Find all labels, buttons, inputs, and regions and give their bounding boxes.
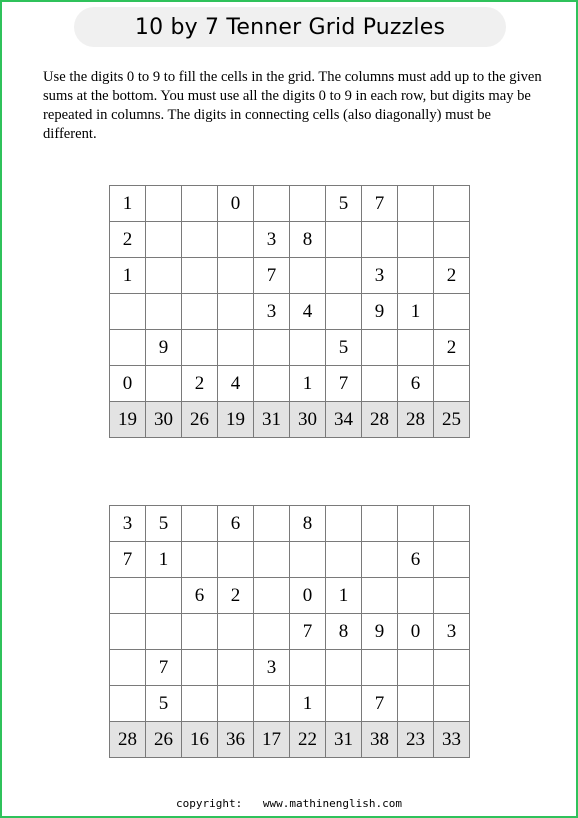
grid-cell[interactable] [290, 650, 326, 686]
grid-cell[interactable] [362, 330, 398, 366]
grid-cell[interactable] [398, 650, 434, 686]
grid-cell[interactable] [434, 650, 470, 686]
column-sum-cell: 28 [362, 402, 398, 438]
grid-cell[interactable] [362, 578, 398, 614]
grid-cell[interactable] [182, 614, 218, 650]
grid-cell[interactable] [110, 686, 146, 722]
column-sum-cell: 30 [290, 402, 326, 438]
grid-cell[interactable] [290, 258, 326, 294]
grid-cell[interactable]: 7 [146, 650, 182, 686]
column-sum-cell: 16 [182, 722, 218, 758]
grid-cell[interactable] [182, 258, 218, 294]
grid-cell[interactable] [362, 222, 398, 258]
grid-cell[interactable] [434, 542, 470, 578]
grid-cell[interactable] [182, 186, 218, 222]
column-sum-cell: 31 [326, 722, 362, 758]
grid-cell[interactable] [254, 330, 290, 366]
grid-cell[interactable] [110, 294, 146, 330]
grid-cell[interactable] [434, 366, 470, 402]
grid-cell[interactable]: 4 [290, 294, 326, 330]
grid-cell[interactable] [218, 330, 254, 366]
grid-cell[interactable] [290, 542, 326, 578]
grid-cell[interactable]: 8 [326, 614, 362, 650]
grid-cell[interactable] [182, 222, 218, 258]
column-sums-row [110, 402, 470, 438]
grid-cell[interactable] [398, 506, 434, 542]
grid-cell[interactable] [254, 686, 290, 722]
grid-row [110, 186, 470, 222]
column-sum-cell: 28 [398, 402, 434, 438]
grid-cell[interactable]: 9 [362, 614, 398, 650]
grid-cell[interactable]: 4 [218, 366, 254, 402]
grid-cell[interactable]: 7 [254, 258, 290, 294]
column-sum-cell: 26 [182, 402, 218, 438]
grid-cell[interactable] [398, 258, 434, 294]
grid-cell[interactable] [254, 614, 290, 650]
grid-cell[interactable] [146, 366, 182, 402]
page-title: 10 by 7 Tenner Grid Puzzles [134, 14, 446, 40]
grid-cell[interactable] [254, 186, 290, 222]
grid-cell[interactable]: 6 [398, 366, 434, 402]
grid-cell[interactable]: 3 [254, 294, 290, 330]
grid-row [110, 366, 470, 402]
grid-cell[interactable] [146, 186, 182, 222]
grid-cell[interactable]: 6 [182, 578, 218, 614]
grid-cell[interactable] [110, 614, 146, 650]
grid-cell[interactable] [362, 542, 398, 578]
grid-row [110, 650, 470, 686]
grid-cell[interactable] [398, 686, 434, 722]
grid-cell[interactable] [218, 258, 254, 294]
grid-cell[interactable]: 5 [326, 186, 362, 222]
grid-cell[interactable]: 7 [290, 614, 326, 650]
grid-cell[interactable]: 3 [254, 222, 290, 258]
tenner-grid-1 [109, 185, 470, 438]
column-sum-cell: 26 [146, 722, 182, 758]
grid-cell[interactable] [290, 186, 326, 222]
title-banner [74, 7, 506, 47]
grid-cell[interactable]: 2 [434, 330, 470, 366]
grid-cell[interactable]: 1 [146, 542, 182, 578]
grid-cell[interactable]: 1 [290, 366, 326, 402]
grid-cell[interactable]: 9 [146, 330, 182, 366]
grid-cell[interactable] [434, 186, 470, 222]
grid-row [110, 542, 470, 578]
footer [0, 797, 578, 810]
grid-cell[interactable]: 3 [434, 614, 470, 650]
grid-cell[interactable] [146, 258, 182, 294]
grid-cell[interactable] [182, 330, 218, 366]
grid-cell[interactable] [182, 506, 218, 542]
column-sum-cell: 33 [434, 722, 470, 758]
grid-cell[interactable] [398, 330, 434, 366]
column-sum-cell: 30 [146, 402, 182, 438]
grid-cell[interactable]: 8 [290, 506, 326, 542]
grid-cell[interactable] [326, 650, 362, 686]
column-sum-cell: 23 [398, 722, 434, 758]
grid-cell[interactable] [182, 542, 218, 578]
grid-cell[interactable]: 6 [218, 506, 254, 542]
column-sum-cell: 22 [290, 722, 326, 758]
grid-cell[interactable] [434, 222, 470, 258]
column-sums-row [110, 722, 470, 758]
grid-cell[interactable] [326, 222, 362, 258]
grid-cell[interactable] [362, 650, 398, 686]
grid-cell[interactable] [398, 186, 434, 222]
column-sum-cell: 38 [362, 722, 398, 758]
grid-cell[interactable]: 1 [398, 294, 434, 330]
grid-cell[interactable]: 1 [326, 578, 362, 614]
instructions-text: Use the digits 0 to 9 to fill the cells in the grid. The columns must add up to the given sums at the bottom. You must use all the digits 0 to 9 in each row, but digits may be repeated in columns. The digits in connecting cells (also diagonally) must be different. [43, 69, 542, 142]
grid-cell[interactable] [110, 650, 146, 686]
grid-cell[interactable]: 7 [362, 686, 398, 722]
grid-row [110, 258, 470, 294]
grid-cell[interactable] [182, 294, 218, 330]
grid-cell[interactable]: 7 [326, 366, 362, 402]
tenner-grid-2 [109, 505, 470, 758]
grid-cell[interactable]: 1 [110, 186, 146, 222]
grid-cell[interactable]: 3 [254, 650, 290, 686]
grid-cell[interactable]: 5 [326, 330, 362, 366]
grid-cell[interactable] [110, 578, 146, 614]
grid-cell[interactable] [218, 542, 254, 578]
grid-row [110, 686, 470, 722]
grid-cell[interactable] [218, 650, 254, 686]
grid-row [110, 578, 470, 614]
grid-row [110, 614, 470, 650]
grid-row [110, 506, 470, 542]
grid-cell[interactable] [110, 330, 146, 366]
grid-cell[interactable] [146, 294, 182, 330]
grid-cell[interactable]: 2 [110, 222, 146, 258]
column-sum-cell: 17 [254, 722, 290, 758]
grid-cell[interactable] [326, 506, 362, 542]
grid-cell[interactable]: 0 [290, 578, 326, 614]
grid-cell[interactable] [398, 578, 434, 614]
grid-cell[interactable] [146, 222, 182, 258]
grid-row [110, 330, 470, 366]
column-sum-cell: 19 [218, 402, 254, 438]
copyright-label: copyright: [176, 797, 243, 810]
grid-cell[interactable] [398, 222, 434, 258]
grid-cell[interactable] [218, 222, 254, 258]
grid-cell[interactable] [254, 506, 290, 542]
grid-cell[interactable]: 1 [290, 686, 326, 722]
grid-cell[interactable]: 1 [110, 258, 146, 294]
grid-cell[interactable]: 5 [146, 686, 182, 722]
grid-cell[interactable] [326, 294, 362, 330]
grid-cell[interactable]: 6 [398, 542, 434, 578]
grid-cell[interactable] [146, 614, 182, 650]
grid-cell[interactable] [254, 542, 290, 578]
grid-cell[interactable] [326, 258, 362, 294]
grid-cell[interactable]: 7 [362, 186, 398, 222]
grid-cell[interactable]: 2 [434, 258, 470, 294]
grid-cell[interactable]: 9 [362, 294, 398, 330]
column-sum-cell: 34 [326, 402, 362, 438]
grid-cell[interactable] [218, 294, 254, 330]
grid-cell[interactable] [254, 578, 290, 614]
grid-cell[interactable] [434, 578, 470, 614]
grid-row [110, 294, 470, 330]
grid-cell[interactable] [434, 294, 470, 330]
grid-cell[interactable]: 2 [218, 578, 254, 614]
grid-cell[interactable]: 8 [290, 222, 326, 258]
grid-cell[interactable] [326, 542, 362, 578]
grid-cell[interactable] [146, 578, 182, 614]
grid-cell[interactable] [290, 330, 326, 366]
grid-cell[interactable] [182, 650, 218, 686]
grid-cell[interactable]: 7 [110, 542, 146, 578]
column-sum-cell: 25 [434, 402, 470, 438]
column-sum-cell: 19 [110, 402, 146, 438]
grid-cell[interactable] [434, 686, 470, 722]
grid-cell[interactable]: 0 [398, 614, 434, 650]
grid-cell[interactable] [218, 686, 254, 722]
column-sum-cell: 31 [254, 402, 290, 438]
grid-cell[interactable]: 0 [110, 366, 146, 402]
grid-cell[interactable]: 0 [218, 186, 254, 222]
grid-cell[interactable] [182, 686, 218, 722]
grid-cell[interactable] [218, 614, 254, 650]
grid-cell[interactable]: 2 [182, 366, 218, 402]
grid-cell[interactable]: 3 [362, 258, 398, 294]
grid-cell[interactable] [362, 366, 398, 402]
grid-cell[interactable]: 3 [110, 506, 146, 542]
grid-cell[interactable] [326, 686, 362, 722]
grid-cell[interactable]: 5 [146, 506, 182, 542]
column-sum-cell: 28 [110, 722, 146, 758]
grid-cell[interactable] [362, 506, 398, 542]
grid-cell[interactable] [254, 366, 290, 402]
grid-row [110, 222, 470, 258]
website-link[interactable]: www.mathinenglish.com [262, 797, 402, 810]
grid-cell[interactable] [434, 506, 470, 542]
column-sum-cell: 36 [218, 722, 254, 758]
